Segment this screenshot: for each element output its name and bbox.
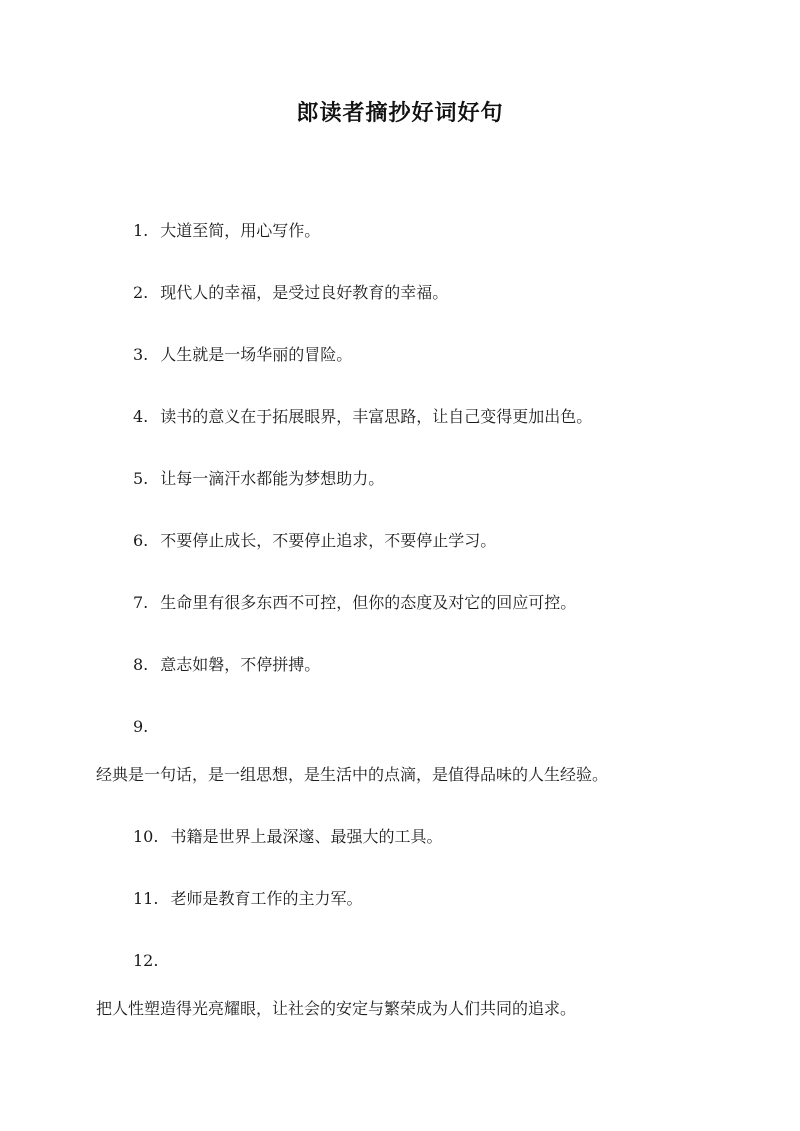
item-text: 让每一滴汗水都能为梦想助力。 [160, 469, 385, 488]
item-number: 4. [133, 407, 149, 426]
item-text: 现代人的幸福，是受过良好教育的幸福。 [160, 283, 449, 302]
item-text: 经典是一句话，是一组思想，是生活中的点滴，是值得品味的人生经验。 [96, 765, 609, 784]
list-item [133, 826, 442, 848]
list-item [133, 406, 592, 428]
item-number: 5. [133, 469, 149, 488]
item-number: 6. [133, 531, 149, 550]
item-text: 人生就是一场华丽的冒险。 [160, 345, 353, 364]
list-item [133, 282, 448, 304]
item-number: 2. [133, 283, 149, 302]
item-text: 生命里有很多东西不可控，但你的态度及对它的回应可控。 [160, 593, 577, 612]
item-number: 8. [133, 655, 149, 674]
item-text: 书籍是世界上最深邃、最强大的工具。 [170, 827, 443, 846]
item-number: 11. [133, 889, 159, 908]
item-text: 大道至简，用心写作。 [160, 221, 321, 240]
item-text: 把人性塑造得光亮耀眼，让社会的安定与繁荣成为人们共同的追求。 [96, 999, 577, 1018]
item-text: 不要停止成长，不要停止追求，不要停止学习。 [160, 531, 497, 550]
list-item [133, 592, 576, 614]
item-text: 读书的意义在于拓展眼界，丰富思路，让自己变得更加出色。 [160, 407, 593, 426]
list-item [133, 888, 362, 910]
document-title: 郎读者摘抄好词好句 [296, 100, 504, 126]
item-number: 3. [133, 345, 149, 364]
item-text: 意志如磐，不停拼搏。 [160, 655, 321, 674]
item-number: 10. [133, 827, 159, 846]
item-number: 7. [133, 593, 149, 612]
list-item [133, 468, 384, 490]
list-item [133, 344, 352, 366]
list-item [133, 530, 496, 552]
list-item [133, 220, 320, 242]
item-text: 老师是教育工作的主力军。 [170, 889, 363, 908]
item-number: 9. [133, 717, 149, 736]
item-number: 1. [133, 221, 149, 240]
item-number: 12. [133, 951, 159, 970]
list-item [133, 654, 320, 676]
